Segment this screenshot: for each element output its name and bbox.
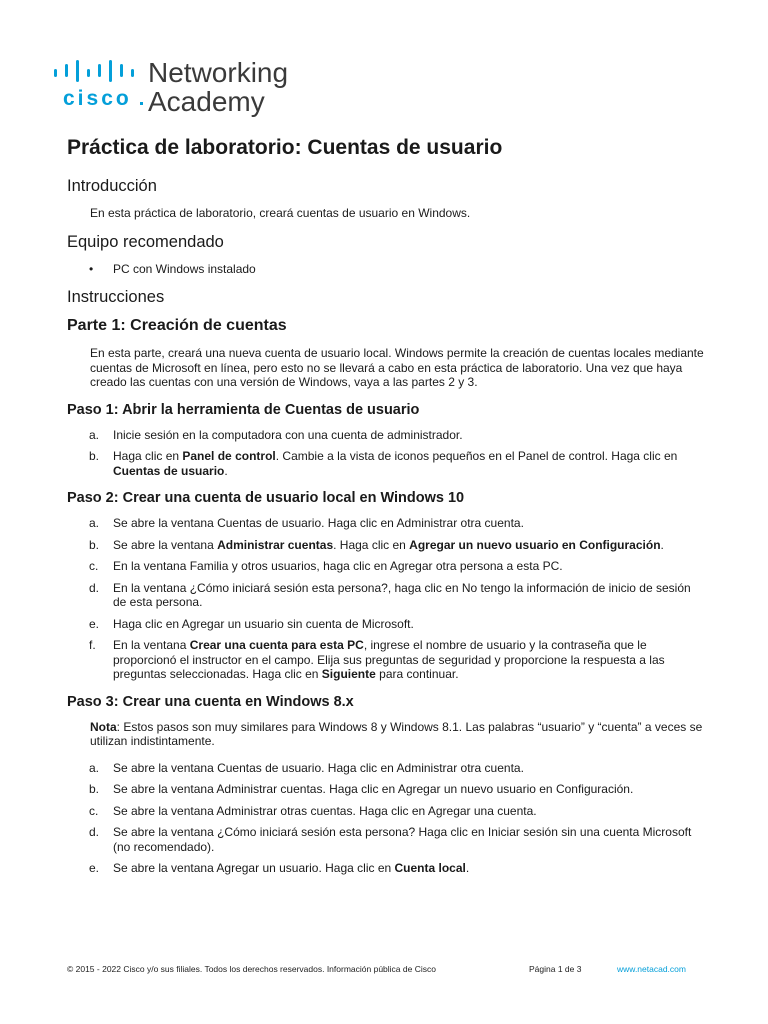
- cisco-dot: [140, 102, 143, 105]
- part1-heading: Parte 1: Creación de cuentas: [67, 317, 287, 334]
- step2-heading: Paso 2: Crear una cuenta de usuario local en Windows 10: [67, 490, 465, 506]
- list-marker: d.: [89, 580, 100, 595]
- step-text: .: [224, 463, 228, 478]
- note-label: Nota: [90, 719, 117, 734]
- list-marker: b.: [89, 782, 100, 796]
- logo-networking-text: Networking: [148, 57, 289, 88]
- equipment-item: PC con Windows instalado: [113, 261, 256, 276]
- cisco-bars-icon: [54, 60, 138, 82]
- intro-heading: Introducción: [67, 177, 157, 195]
- list-item: [67, 804, 707, 819]
- step3-heading: Paso 3: Crear una cuenta en Windows 8.x: [67, 693, 354, 710]
- step-text: Se abre la ventana Cuentas de usuario. Haga clic en Administrar otra cuenta.: [113, 516, 524, 530]
- footer-website-link[interactable]: www.netacad.com: [617, 964, 686, 974]
- step-text: Se abre la ventana Administrar cuentas. Haga clic en Agregar un nuevo usuario en Configuración.: [113, 782, 634, 796]
- list-marker: f.: [89, 638, 96, 652]
- step-bold-text: Crear una cuenta para esta PC: [189, 638, 364, 652]
- document-body: [67, 136, 707, 888]
- list-item: [67, 761, 707, 776]
- list-item: [67, 861, 707, 876]
- footer-copyright: © 2015 - 2022 Cisco y/o sus filiales. Todos los derechos reservados. Información pública de Cisco: [67, 964, 436, 974]
- step-text: Se abre la ventana Cuentas de usuario. Haga clic en Administrar otra cuenta.: [113, 760, 524, 775]
- list-item: [67, 538, 707, 553]
- list-marker: e.: [89, 616, 100, 631]
- step-text: Se abre la ventana: [113, 537, 218, 552]
- step-bold-text: Siguiente: [321, 667, 376, 681]
- step-text: Inicie sesión en la computadora con una cuenta de administrador.: [113, 427, 463, 442]
- list-item: [67, 262, 707, 277]
- cisco-wordmark: cisco: [63, 87, 132, 110]
- note-text: : Estos pasos son muy similares para Windows 8 y Windows 8.1. Las palabras “usuario” y “cuenta” a veces se utilizan indistintamente.: [90, 719, 703, 748]
- step-bold-text: Panel de control: [182, 449, 276, 463]
- step-bold-text: Cuenta local: [394, 861, 466, 875]
- step1-heading: Paso 1: Abrir la herramienta de Cuentas de usuario: [67, 401, 420, 418]
- step-bold-text: Agregar un nuevo usuario en Configuración: [409, 537, 661, 552]
- intro-text: En esta práctica de laboratorio, creará cuentas de usuario en Windows.: [90, 206, 471, 220]
- list-marker: b.: [89, 537, 100, 552]
- part1-text: En esta parte, creará una nueva cuenta de usuario local. Windows permite la creación de cuentas locales mediante cuentas de Microsoft en línea, pero esto no se llevará a cabo en esta práctica de laboratorio. Una vez que haya creado las cuentas con una versión de Windows, vaya a las partes 2 y 3.: [90, 346, 704, 389]
- step-text: Se abre la ventana Agregar un usuario. Haga clic en: [113, 861, 395, 875]
- step-text: Se abre la ventana ¿Cómo iniciará sesión esta persona? Haga clic en Iniciar sesión sin una cuenta Microsoft (no recomendado).: [113, 825, 692, 854]
- step-text: , ingrese el nombre de usuario y la contraseña que le proporcionó el instructor en el campo. Elija sus preguntas de seguridad y proporcione la respuesta a las preguntas seleccionadas. Haga clic en: [113, 638, 665, 681]
- list-marker: a.: [89, 760, 100, 775]
- bullet-marker: •: [89, 261, 94, 276]
- step-text: . Cambie a la vista de iconos pequeños en el Panel de control. Haga clic en: [275, 449, 678, 463]
- list-marker: b.: [89, 449, 100, 463]
- list-marker: a.: [89, 427, 100, 442]
- list-marker: a.: [89, 516, 100, 530]
- list-item: [67, 559, 707, 574]
- list-item: [67, 825, 707, 854]
- list-item: [67, 638, 707, 682]
- list-marker: c.: [89, 803, 99, 818]
- list-item: [67, 617, 707, 632]
- step-text: En la ventana: [113, 638, 190, 652]
- step-text: para continuar.: [375, 667, 459, 681]
- step-text: Haga clic en: [113, 449, 183, 463]
- list-marker: e.: [89, 861, 100, 875]
- list-item: [67, 449, 707, 478]
- step-text: Haga clic en Agregar un usuario sin cuenta de Microsoft.: [113, 616, 414, 631]
- instructions-heading: Instrucciones: [67, 288, 165, 306]
- step-text: .: [465, 861, 470, 875]
- step3-note: [90, 720, 707, 749]
- list-item: [67, 581, 707, 610]
- step-bold-text: Administrar cuentas: [217, 537, 334, 552]
- step-text: En la ventana Familia y otros usuarios, haga clic en Agregar otra persona a esta PC.: [113, 559, 563, 573]
- equipment-list: [67, 262, 707, 277]
- step-text: . Haga clic en: [333, 537, 410, 552]
- step-text: .: [660, 537, 664, 552]
- step-text: Se abre la ventana Administrar otras cuentas. Haga clic en Agregar una cuenta.: [113, 803, 537, 818]
- step1-list: [67, 428, 707, 479]
- step2-list: [67, 516, 707, 682]
- list-item: [67, 782, 707, 797]
- list-marker: d.: [89, 825, 100, 839]
- list-item: [67, 428, 707, 443]
- footer-page-number: Página 1 de 3: [529, 964, 582, 974]
- logo-academy-text: Academy: [148, 86, 265, 117]
- step-text: En la ventana ¿Cómo iniciará sesión esta persona?, haga clic en No tengo la información de inicio de sesión de esta persona.: [113, 580, 691, 609]
- step-bold-text: Cuentas de usuario: [113, 463, 225, 478]
- document-title: Práctica de laboratorio: Cuentas de usuario: [67, 136, 503, 159]
- list-marker: c.: [89, 559, 99, 573]
- equipment-heading: Equipo recomendado: [67, 232, 224, 251]
- list-item: [67, 516, 707, 531]
- step3-list: [67, 761, 707, 876]
